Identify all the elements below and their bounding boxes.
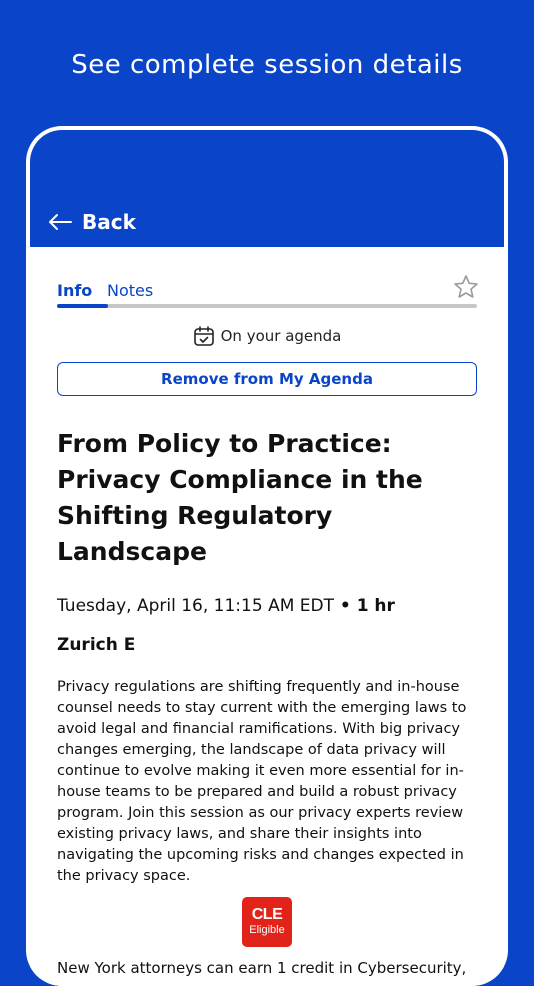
agenda-status-label: On your agenda [220,327,342,345]
agenda-status [57,325,477,347]
session-title: From Policy to Practice: Privacy Compliance in the Shifting Regulatory Landscape [57,429,423,566]
device-frame [26,126,508,986]
tab-notes[interactable]: Notes [107,281,154,300]
remove-from-agenda-button[interactable]: Remove from My Agenda [57,362,477,396]
badge-line2: Eligible [249,924,285,936]
app-header [30,130,504,247]
tab-active-indicator [57,304,108,308]
credit-info: New York attorneys can earn 1 credit in Cybersecurity, [57,959,467,977]
session-separator: • [333,596,357,616]
tab-track [57,304,477,308]
arrow-left-icon [48,213,72,231]
promo-headline: See complete session details [71,50,463,80]
star-icon[interactable] [453,274,479,300]
badge-line1: CLE [251,906,283,923]
session-room: Zurich E [57,635,136,655]
tab-info[interactable]: Info [57,281,93,300]
cle-eligible-badge [242,897,292,947]
app-screen [30,130,504,986]
back-label: Back [82,210,136,234]
session-duration: 1 hr [356,596,395,616]
session-date-time: Tuesday, April 16, 11:15 AM EDT [57,596,334,616]
tab-bar [57,247,477,311]
session-description: Privacy regulations are shifting frequently and in-house counsel needs to stay current with the emerging laws to avoid legal and financial ramifications. With big privacy changes emerging, the landscape of data privacy will continue to evolve making it even more essential for in-house teams to be prepared and build a robust privacy program. Join this session as our privacy experts review existing privacy laws, and share their insights into navigating the upcoming risks and changes expected in the privacy space. [57,679,467,884]
calendar-check-icon [193,325,215,347]
back-button[interactable] [48,210,136,234]
session-datetime [57,596,477,616]
session-content [57,247,477,977]
